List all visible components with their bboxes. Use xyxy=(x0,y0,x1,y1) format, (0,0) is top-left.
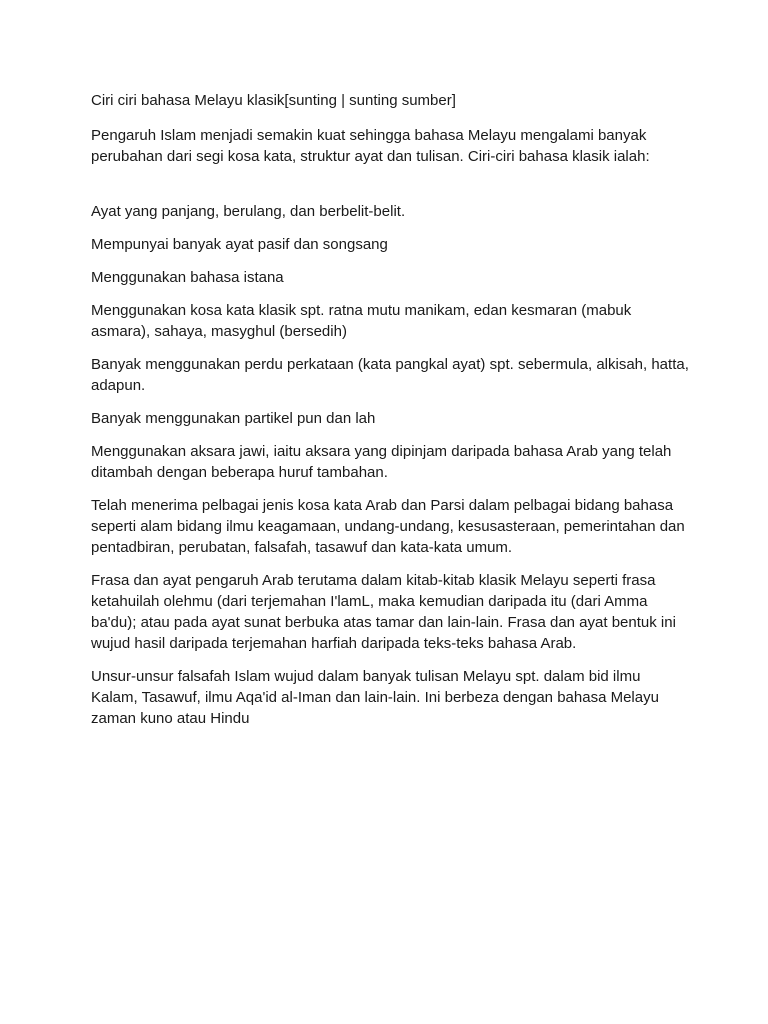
feature-item-6: Banyak menggunakan partikel pun dan lah xyxy=(91,410,376,427)
section-heading: Ciri ciri bahasa Melayu klasik[sunting | sunting sumber] xyxy=(91,92,456,109)
feature-item-7: Menggunakan aksara jawi, iaitu aksara yang dipinjam daripada bahasa Arab yang telah ditambah dengan beberapa huruf tambahan. xyxy=(91,443,672,481)
feature-item-8: Telah menerima pelbagai jenis kosa kata Arab dan Parsi dalam pelbagai bidang bahasa seperti alam bidang ilmu keagamaan, undang-undang, kesusasteraan, pemerintahan dan pentadbiran, perubatan, falsafah, tasawuf dan kata-kata umum. xyxy=(91,497,685,556)
feature-item-5: Banyak menggunakan perdu perkataan (kata pangkal ayat) spt. sebermula, alkisah, hatta, adapun. xyxy=(91,356,689,394)
feature-item-3: Menggunakan bahasa istana xyxy=(91,269,284,286)
document-body xyxy=(91,91,691,741)
feature-item-9: Frasa dan ayat pengaruh Arab terutama dalam kitab-kitab klasik Melayu seperti frasa ketahuilah olehmu (dari terjemahan I'lamL, maka kemudian daripada itu (dari Amma ba'du); atau pada ayat sunat berbuka atas tamar dan lain-lain. Frasa dan ayat bentuk ini wujud hasil daripada terjemahan harfiah daripada teks-teks bahasa Arab. xyxy=(91,572,676,652)
intro-paragraph: Pengaruh Islam menjadi semakin kuat sehingga bahasa Melayu mengalami banyak perubahan dari segi kosa kata, struktur ayat dan tulisan. Ciri-ciri bahasa klasik ialah: xyxy=(91,127,650,165)
feature-item-2: Mempunyai banyak ayat pasif dan songsang xyxy=(91,236,388,253)
feature-item-4: Menggunakan kosa kata klasik spt. ratna mutu manikam, edan kesmaran (mabuk asmara), sahaya, masyghul (bersedih) xyxy=(91,302,632,340)
feature-item-1: Ayat yang panjang, berulang, dan berbelit-belit. xyxy=(91,203,406,220)
feature-item-10: Unsur-unsur falsafah Islam wujud dalam banyak tulisan Melayu spt. dalam bid ilmu Kalam, Tasawuf, ilmu Aqa'id al-Iman dan lain-lain. Ini berbeza dengan bahasa Melayu zaman kuno atau Hindu xyxy=(91,668,659,727)
